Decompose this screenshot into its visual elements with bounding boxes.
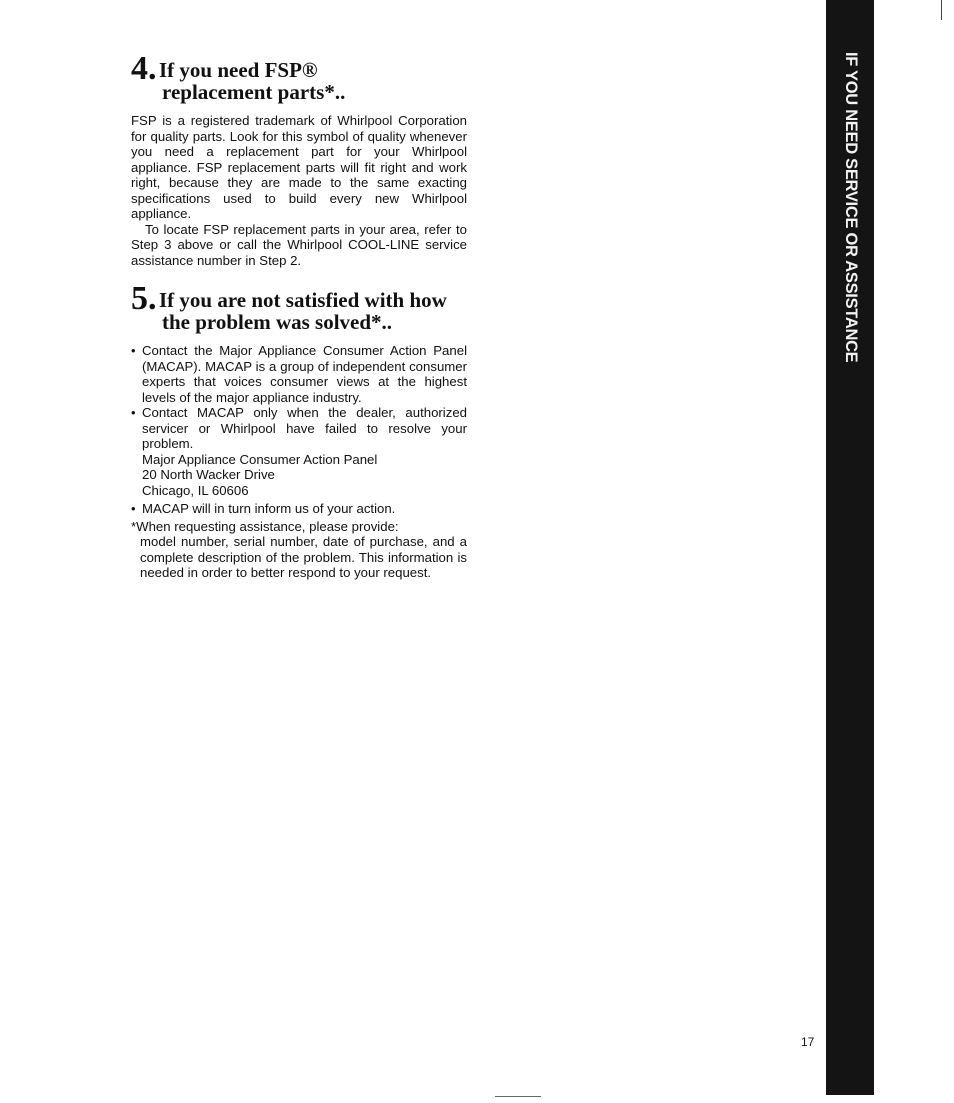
address-line-2: 20 North Wacker Drive bbox=[142, 467, 275, 482]
section-5-number: 5. bbox=[131, 280, 157, 317]
side-tab-label: IF YOU NEED SERVICE OR ASSISTANCE bbox=[842, 52, 860, 363]
bullet-2-text: Contact MACAP only when the dealer, authorized servicer or Whirlpool have failed to resolve your problem. bbox=[142, 405, 467, 451]
bullet-item bbox=[131, 405, 467, 452]
section-5-title bbox=[159, 282, 447, 333]
bottom-rule bbox=[495, 1096, 541, 1097]
bullet-item bbox=[131, 501, 467, 517]
bullet-3-text: MACAP will in turn inform us of your action. bbox=[142, 501, 396, 516]
bullet-dot: • bbox=[131, 501, 136, 516]
footnote-first-line: *When requesting assistance, please provide: bbox=[131, 518, 399, 534]
footnote-rest: model number, serial number, date of purchase, and a complete description of the problem. This information is needed in order to better respond to your request. bbox=[140, 534, 467, 580]
section-4-number: 4. bbox=[131, 50, 157, 87]
side-tab bbox=[826, 0, 874, 1095]
section-4-title-line-2: replacement parts*.. bbox=[162, 80, 346, 104]
section-4-title-line-1: If you need FSP® bbox=[159, 58, 318, 82]
page-content bbox=[131, 52, 467, 581]
section-5-title-line-1: If you are not satisfied with how bbox=[159, 288, 447, 312]
footnote bbox=[131, 519, 467, 581]
section-4-paragraph-2: To locate FSP replacement parts in your area, refer to Step 3 above or call the Whirlpool COOL-LINE service assistance number in Step 2. bbox=[131, 221, 467, 268]
macap-address bbox=[142, 452, 467, 499]
bullet-dot: • bbox=[131, 343, 136, 358]
bullet-dot: • bbox=[131, 405, 136, 420]
section-4-paragraph-1: FSP is a registered trademark of Whirlpool Corporation for quality parts. Look for this symbol of quality whenever you need a replacement part for your Whirlpool appliance. FSP replacement parts will fit right and work right, because they are made to the same exacting specifications used to build every new Whirlpool appliance. bbox=[131, 113, 467, 221]
bullet-1-text: Contact the Major Appliance Consumer Action Panel (MACAP). MACAP is a group of independent consumer experts that voices consumer views at the highest levels of the major appliance industry. bbox=[142, 343, 467, 405]
bullet-item bbox=[131, 343, 467, 405]
page-number: 17 bbox=[801, 1035, 815, 1049]
address-line-1: Major Appliance Consumer Action Panel bbox=[142, 451, 378, 467]
address-line-3: Chicago, IL 60606 bbox=[142, 482, 249, 498]
section-5-title-line-2: the problem was solved*.. bbox=[162, 310, 393, 334]
section-4-heading bbox=[131, 52, 467, 103]
section-5-heading bbox=[131, 282, 467, 333]
edge-line bbox=[941, 0, 942, 20]
section-4-title bbox=[159, 52, 345, 103]
